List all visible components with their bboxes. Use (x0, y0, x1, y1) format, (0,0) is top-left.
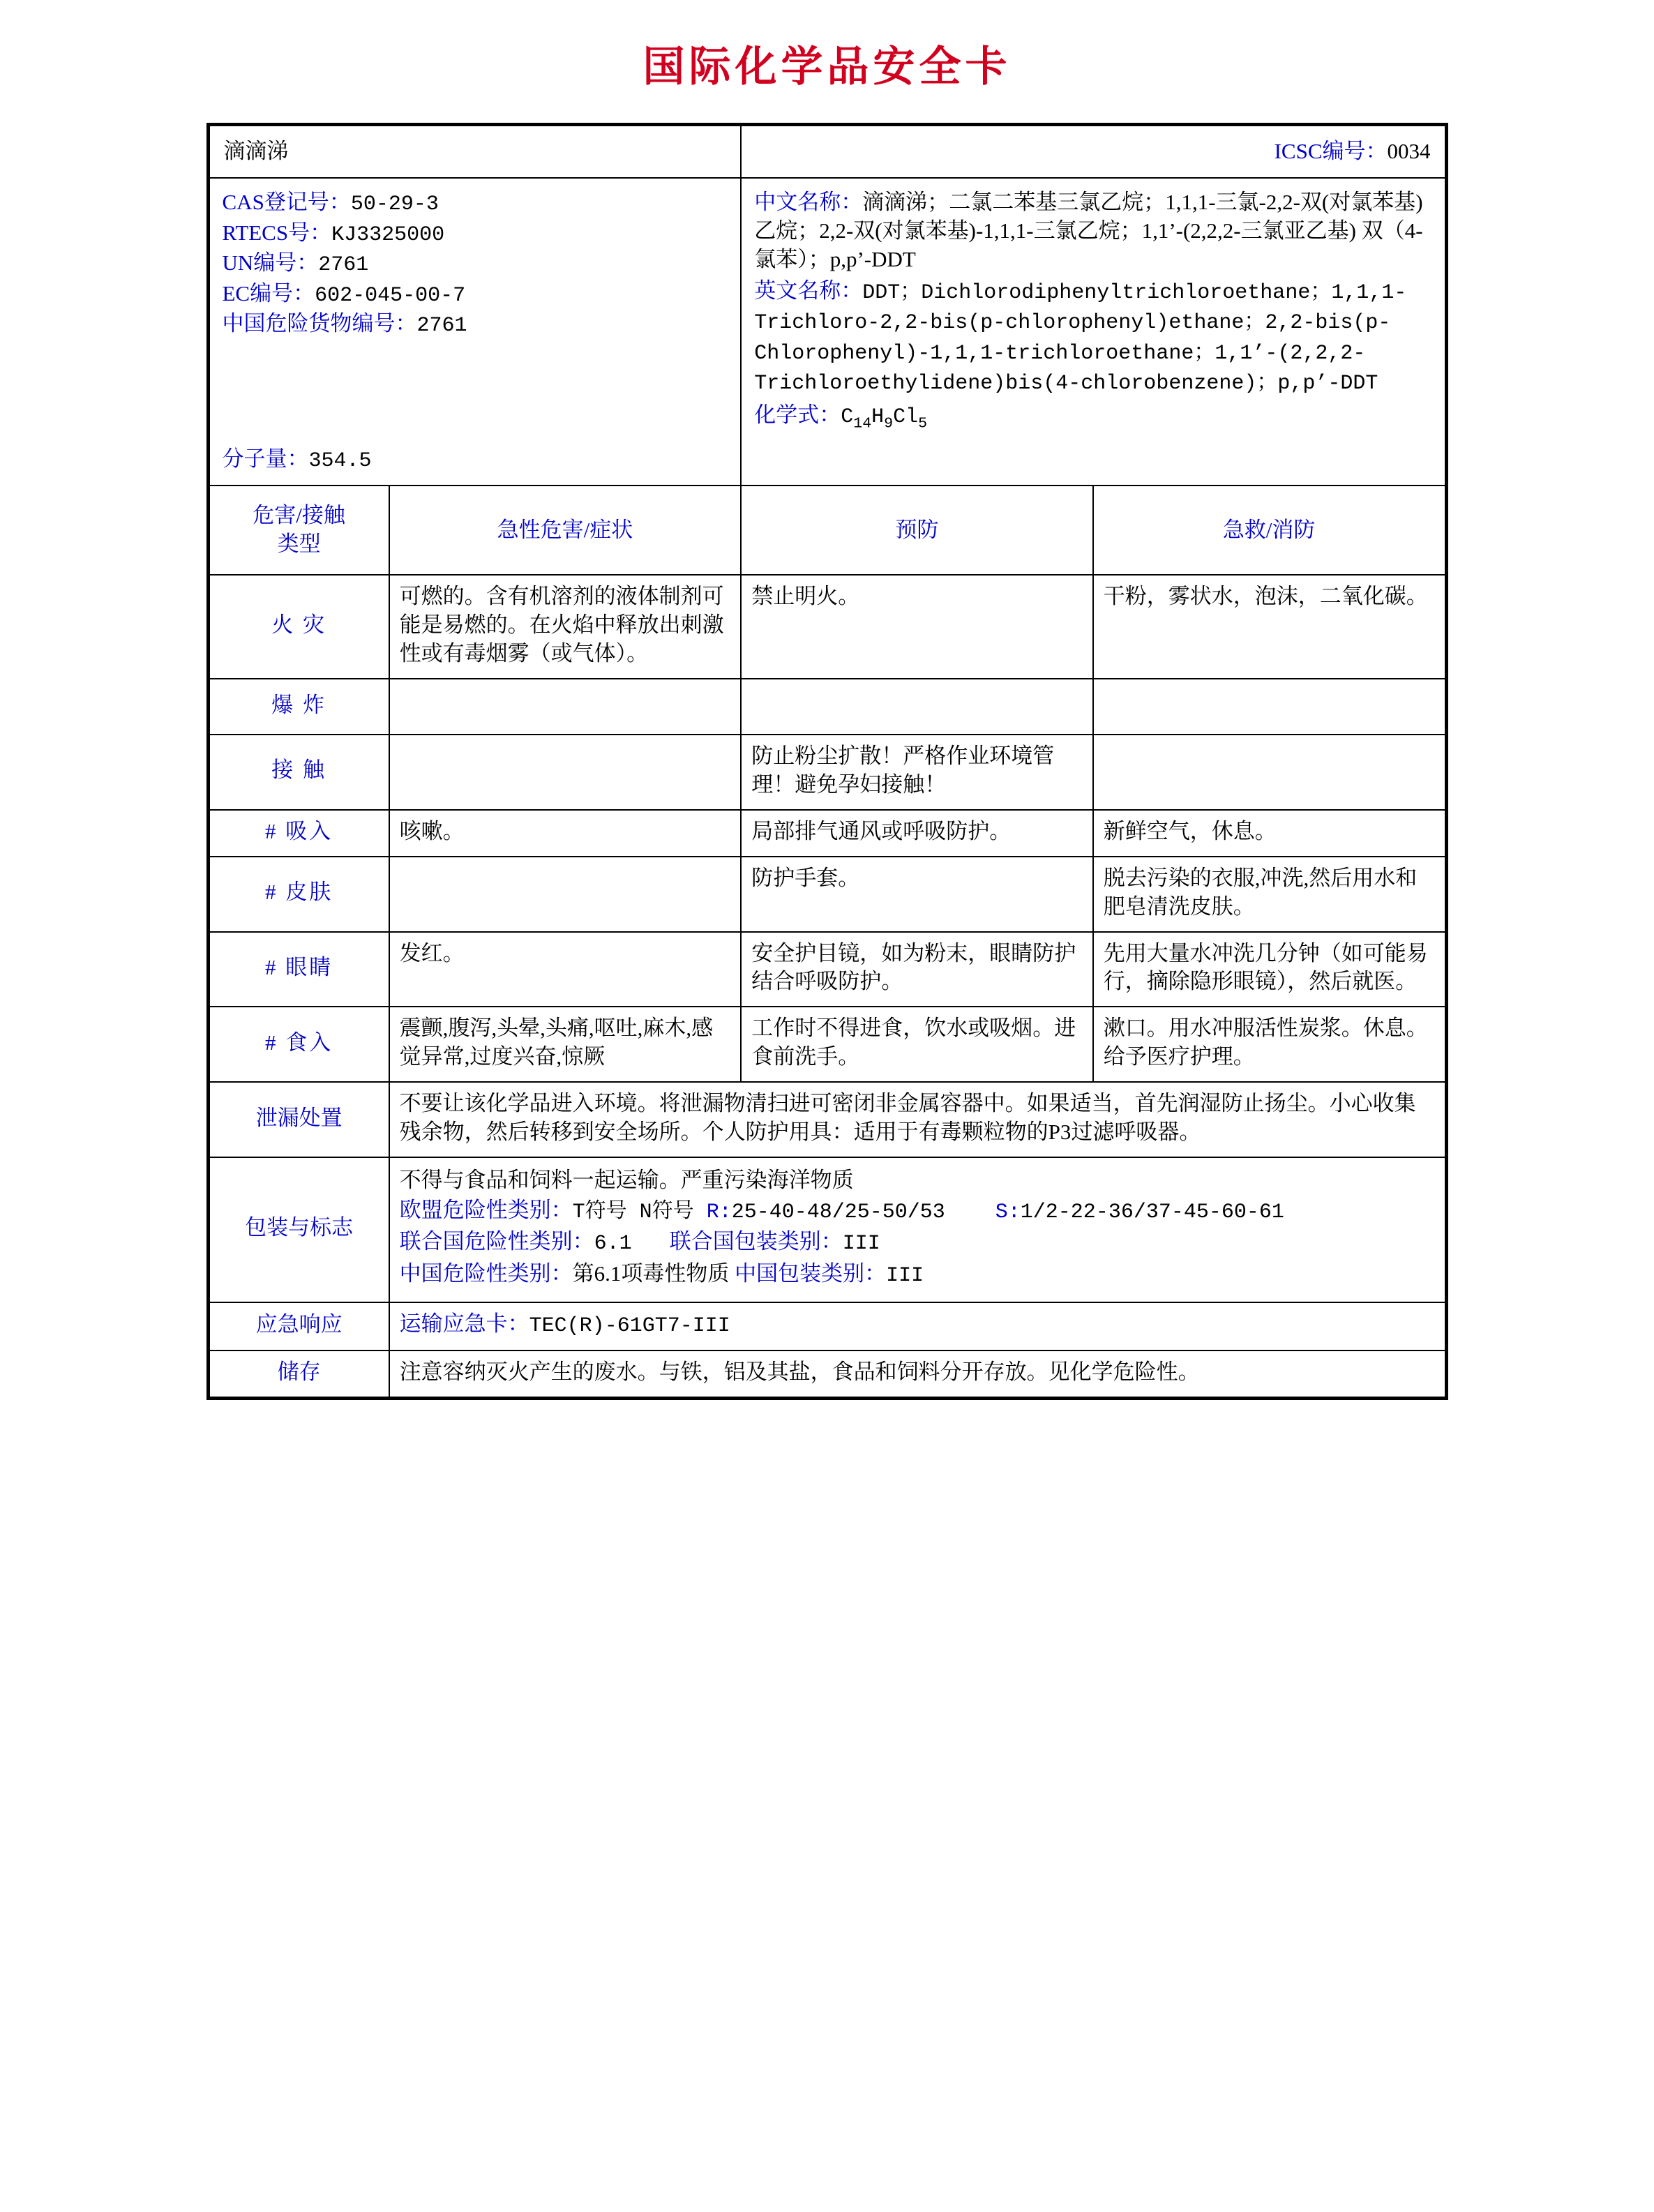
substance-name: 滴滴涕 (208, 125, 741, 178)
row-label-skin: # 皮肤 (208, 857, 389, 932)
table-row (208, 1007, 1446, 1082)
english-names (754, 277, 1431, 398)
chinese-names (754, 188, 1431, 274)
cell-eyes-symptoms: 发红。 (389, 932, 742, 1007)
identifier-cn-dangerous-goods-label: 中国危险货物编号： (222, 311, 417, 336)
row-label-fire: 火 灾 (208, 575, 389, 679)
cell-inhalation-prevention: 局部排气通风或呼吸防护。 (741, 810, 1093, 857)
cell-exposure-prevention: 防止粉尘扩散！严格作业环境管理！避免孕妇接触！ (741, 735, 1093, 810)
packaging-eu-class-label: 欧盟危险性类别： (399, 1197, 573, 1222)
column-header-prevention: 预防 (741, 486, 1093, 575)
table-row-identification (208, 178, 1446, 486)
safety-card-table (206, 123, 1448, 1400)
cell-exposure-firstaid (1093, 735, 1446, 810)
cell-explosion-symptoms (389, 679, 742, 735)
identifier-un-value: 2761 (318, 253, 369, 278)
row-label-packaging: 包装与标志 (208, 1157, 389, 1302)
identifier-rtecs (223, 219, 728, 250)
packaging-cn-hazard-label: 中国危险性类别： (399, 1261, 573, 1286)
cell-fire-prevention: 禁止明火。 (741, 575, 1093, 679)
packaging-un-classes (400, 1228, 1435, 1258)
column-header-symptoms: 急性危害/症状 (389, 486, 742, 575)
identifier-ec-label: EC编号： (222, 280, 315, 306)
molecular-weight (223, 445, 728, 476)
identifier-cas (223, 188, 728, 219)
icsc-number: 0034 (1387, 139, 1431, 163)
table-row (208, 857, 1446, 932)
cell-inhalation-firstaid: 新鲜空气，休息。 (1093, 810, 1446, 857)
cell-exposure-symptoms (389, 735, 742, 810)
identifier-rtecs-label: RTECS号： (222, 220, 332, 245)
table-row (208, 810, 1446, 857)
molecular-weight-value: 354.5 (308, 449, 372, 473)
chinese-names-value: 滴滴涕；二氯二苯基三氯乙烷；1,1,1-三氯-2,2-双(对氯苯基)乙烷；2,2-双(对氯苯基)-1,1,1-三氯乙烷；1,1’-(2,2,2-三氯亚乙基) 双（4-氯苯）；p,p’-DDT (754, 189, 1423, 271)
column-header-firstaid: 急救/消防 (1093, 486, 1446, 575)
table-row (208, 735, 1446, 810)
identifier-ec (223, 280, 728, 310)
row-label-exposure: 接 触 (208, 735, 389, 810)
row-label-emergency: 应急响应 (208, 1302, 389, 1351)
cell-eyes-prevention: 安全护目镜，如为粉末，眼睛防护结合呼吸防护。 (741, 932, 1093, 1007)
packaging-eu-s-value: 1/2-22-36/37-45-60-61 (1020, 1200, 1284, 1224)
cell-ingestion-symptoms: 震颤,腹泻,头晕,头痛,呕吐,麻木,感觉异常,过度兴奋,惊厥 (389, 1007, 742, 1082)
packaging-eu-class (400, 1196, 1435, 1227)
chemical-formula (754, 401, 1431, 434)
cell-inhalation-symptoms: 咳嗽。 (389, 810, 742, 857)
row-label-storage: 储存 (208, 1350, 389, 1398)
row-label-inhalation: # 吸入 (208, 810, 389, 857)
table-row-emergency (208, 1302, 1446, 1351)
chemical-formula-value: $C_{14}H_9Cl_5$ (841, 405, 928, 432)
page-title: 国际化学品安全卡 (642, 43, 1012, 91)
table-row-header (208, 125, 1446, 178)
chemical-formula-label: 化学式： (754, 402, 841, 427)
cell-spillage-text: 不要让该化学品进入环境。将泄漏物清扫进可密闭非金属容器中。如果适当，首先润湿防止扬尘。小心收集残余物，然后转移到安全场所。个人防护用具：适用于有毒颗粒物的P3过滤呼吸器。 (389, 1082, 1446, 1157)
packaging-cn-pack-value: III (886, 1264, 924, 1288)
cell-explosion-prevention (741, 679, 1093, 735)
packaging-un-hazard-value: 6.1 (594, 1232, 632, 1256)
emergency-card-value: TEC(R)-61GT7-III (529, 1314, 730, 1338)
packaging-un-pack-label: 联合国包装类别： (669, 1229, 843, 1254)
safety-card-wrapper (206, 123, 1448, 1400)
names-block (741, 178, 1446, 486)
packaging-eu-class-value: T符号 N符号 (572, 1200, 707, 1224)
cell-fire-firstaid: 干粉，雾状水，泡沫，二氧化碳。 (1093, 575, 1446, 679)
packaging-cn-hazard-value: 第6.1项毒性物质 (572, 1261, 730, 1286)
table-row (208, 575, 1446, 679)
chinese-names-label: 中文名称： (754, 189, 863, 214)
table-row-column-headers (208, 486, 1446, 575)
icsc-number-cell (741, 125, 1446, 178)
cell-skin-prevention: 防护手套。 (741, 857, 1093, 932)
cell-ingestion-firstaid: 漱口。用水冲服活性炭浆。休息。给予医疗护理。 (1093, 1007, 1446, 1082)
row-label-spillage: 泄漏处置 (208, 1082, 389, 1157)
identifier-cas-value: 50-29-3 (350, 192, 439, 216)
table-row (208, 679, 1446, 735)
cell-emergency (389, 1302, 1446, 1351)
identifier-ec-value: 602-045-00-7 (315, 283, 466, 308)
packaging-cn-pack-label: 中国包装类别： (735, 1261, 887, 1286)
identifier-rtecs-value: KJ3325000 (331, 223, 445, 247)
cell-storage-text: 注意容纳灭火产生的废水。与铁，铝及其盐，食品和饲料分开存放。见化学危险性。 (389, 1350, 1446, 1398)
identifier-cas-label: CAS登记号： (222, 189, 351, 214)
identifier-list (208, 178, 741, 486)
packaging-eu-r-label: R: (706, 1200, 732, 1224)
table-row-spillage (208, 1082, 1446, 1157)
cell-ingestion-prevention: 工作时不得进食，饮水或吸烟。进食前洗手。 (741, 1007, 1093, 1082)
packaging-eu-s-label: S: (995, 1200, 1021, 1224)
emergency-card-label: 运输应急卡： (399, 1311, 529, 1336)
column-header-hazard-type: 危害/接触 类型 (208, 486, 389, 575)
cell-explosion-firstaid (1093, 679, 1446, 735)
packaging-un-hazard-label: 联合国危险性类别： (399, 1229, 594, 1254)
table-row-packaging (208, 1157, 1446, 1302)
packaging-cn-classes (400, 1260, 1435, 1291)
english-names-value: DDT；Dichlorodiphenyltrichloroethane；1,1,1-Trichloro-2,2-bis(p-chlorophenyl)ethane；2,2-bis(p-Chlorophenyl)-1,1,1-trichloroethane；1,1’-(2,2,2-Trichloroethylidene)bis(4-chlorobenzene)；p,p’-DDT (754, 280, 1407, 396)
english-names-label: 英文名称： (754, 278, 863, 303)
cell-skin-firstaid: 脱去污染的衣服,冲洗,然后用水和肥皂清洗皮肤。 (1093, 857, 1446, 932)
cell-fire-symptoms: 可燃的。含有机溶剂的液体制剂可能是易燃的。在火焰中释放出刺激性或有毒烟雾（或气体）。 (389, 575, 742, 679)
packaging-un-pack-value: III (842, 1232, 880, 1256)
row-label-explosion: 爆 炸 (208, 679, 389, 735)
row-label-ingestion: # 食入 (208, 1007, 389, 1082)
identifier-un-label: UN编号： (222, 250, 319, 276)
cell-eyes-firstaid: 先用大量水冲洗几分钟（如可能易行，摘除隐形眼镜），然后就医。 (1093, 932, 1446, 1007)
packaging-transport-note: 不得与食品和饲料一起运输。严重污染海洋物质 (399, 1167, 854, 1192)
identifier-cn-dangerous-goods (223, 310, 728, 340)
icsc-label: ICSC编号： (1274, 139, 1388, 163)
packaging-eu-r-value: 25-40-48/25-50/53 (731, 1200, 945, 1224)
table-row (208, 932, 1446, 1007)
cell-packaging (389, 1157, 1446, 1302)
molecular-weight-label: 分子量： (222, 446, 309, 471)
identifier-cn-dangerous-goods-value: 2761 (416, 314, 467, 338)
cell-skin-symptoms (389, 857, 742, 932)
table-row-storage (208, 1350, 1446, 1398)
row-label-eyes: # 眼睛 (208, 932, 389, 1007)
identifier-un (223, 249, 728, 280)
